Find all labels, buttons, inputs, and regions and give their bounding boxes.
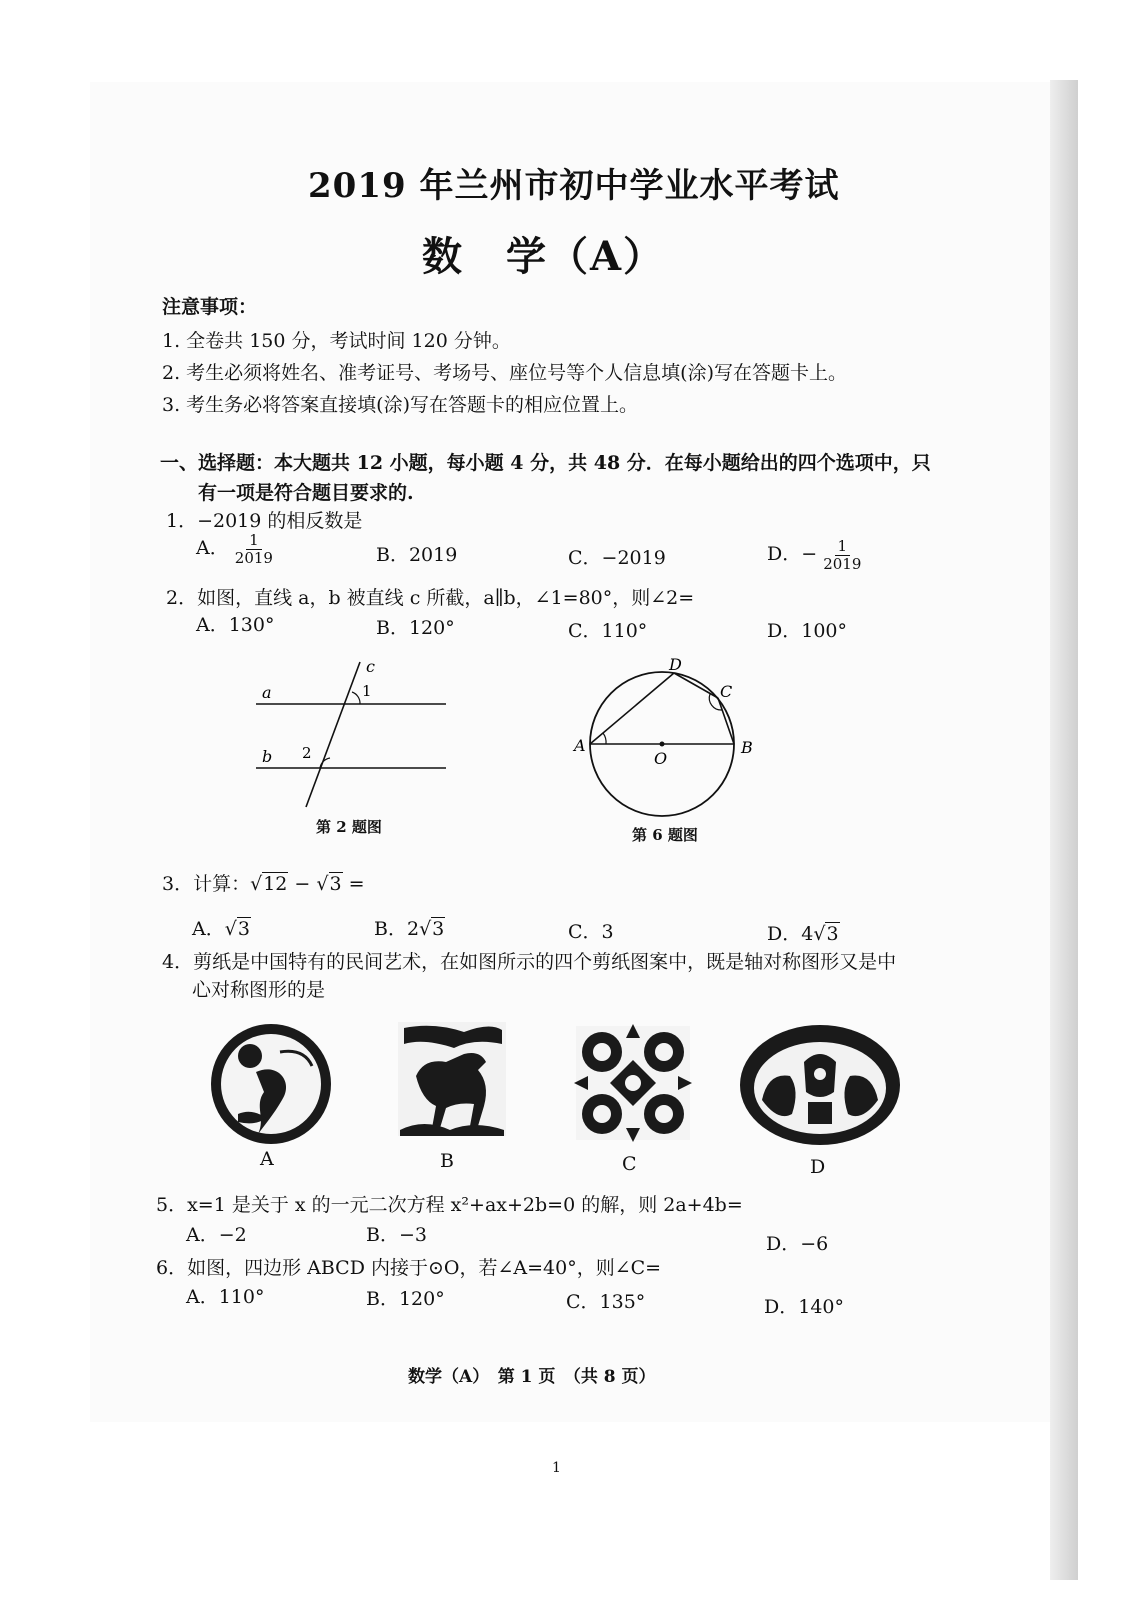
subject-title: 数 学（A） <box>422 233 666 280</box>
papercut-d-flower-center <box>814 1068 826 1080</box>
q6-option-d: D．140° <box>764 1296 844 1318</box>
q2-stem: 2．如图，直线 a，b 被直线 c 所截，a∥b，∠1=80°，则∠2= <box>166 587 695 609</box>
section1-line2: 有一项是符合题目要求的. <box>198 482 414 504</box>
q3-stem: 3．计算：√12 − √3 = <box>162 873 365 895</box>
papercut-d-label: D <box>810 1156 826 1178</box>
q2-option-b: B．120° <box>376 617 455 639</box>
papercut-c-flower-bl-center <box>593 1105 611 1123</box>
page-edge-shadow <box>1050 80 1078 1580</box>
line-c <box>306 662 360 807</box>
papercut-c-label: C <box>622 1153 637 1175</box>
papercut-c-center-dot <box>625 1075 641 1091</box>
q1-stem: 1．−2019 的相反数是 <box>166 510 363 532</box>
papercut-a-label: A <box>260 1148 274 1170</box>
label-C: C <box>720 682 733 701</box>
q1-option-b: B．2019 <box>376 544 458 566</box>
q1-option-d-numerator: 1 <box>835 538 851 556</box>
q1-option-a-numerator: 1 <box>246 532 262 550</box>
q1-option-d-label: D．− <box>767 543 818 565</box>
q5-option-d: D．−6 <box>766 1233 829 1255</box>
papercut-b-image <box>394 1018 510 1140</box>
q1-option-a <box>196 532 273 566</box>
label-O: O <box>654 749 668 768</box>
figure-6-circle <box>570 652 770 822</box>
q3-option-b-radicand: 3 <box>432 918 445 940</box>
q3-option-d-label: D．4 <box>767 923 814 945</box>
segment-cb <box>718 698 734 744</box>
q3-option-b: B．2√3 <box>374 918 445 940</box>
q1-option-a-denominator: 2019 <box>234 548 273 567</box>
q1-option-a-fraction <box>235 532 273 566</box>
label-angle-1: 1 <box>362 682 372 700</box>
q6-stem: 6．如图，四边形 ABCD 内接于⊙O，若∠A=40°，则∠C= <box>156 1257 662 1279</box>
center-point <box>660 742 665 747</box>
angle-1-arc <box>352 692 360 704</box>
q2-option-a: A．130° <box>196 614 275 636</box>
q3-option-a: A．√3 <box>192 918 250 940</box>
q5-option-a: A．−2 <box>186 1224 247 1246</box>
q5-stem: 5．x=1 是关于 x 的一元二次方程 x²+ax+2b=0 的解，则 2a+4b= <box>156 1194 743 1216</box>
label-c: c <box>366 657 375 676</box>
q4-line2: 心对称图形的是 <box>192 979 326 1001</box>
label-D: D <box>669 655 682 674</box>
q2-option-c: C．110° <box>568 620 648 642</box>
q3-option-a-radicand: 3 <box>237 918 250 940</box>
label-A: A <box>574 736 586 755</box>
q2-option-d: D．100° <box>767 620 847 642</box>
figure-2-caption: 第 2 题图 <box>316 818 382 836</box>
label-angle-2: 2 <box>302 744 312 762</box>
papercut-b-label: B <box>440 1150 454 1172</box>
papercut-c-flower-br-center <box>655 1105 673 1123</box>
q3-option-a-label: A． <box>192 918 225 940</box>
q6-option-a: A．110° <box>186 1286 265 1308</box>
q3-radicand-2: 3 <box>329 873 342 895</box>
papercut-c-flower-tr-center <box>655 1043 673 1061</box>
q6-option-b: B．120° <box>366 1288 445 1310</box>
label-b: b <box>262 747 273 766</box>
papercut-a-moon <box>238 1044 262 1068</box>
label-a: a <box>262 683 272 702</box>
q3-stem-label: 3．计算： <box>162 873 251 895</box>
q3-option-d-radicand: 3 <box>826 923 839 945</box>
papercut-d-image <box>738 1022 902 1148</box>
q3-equals: = <box>342 873 365 895</box>
section1-line1: 一、选择题：本大题共 12 小题，每小题 4 分，共 48 分．在每小题给出的四个选项中，只 <box>160 452 931 474</box>
angle-a-arc <box>603 733 606 744</box>
exam-title: 2019 年兰州市初中学业水平考试 <box>308 166 840 206</box>
papercut-d-vase <box>808 1102 832 1124</box>
q3-option-b-label: B．2 <box>374 918 420 940</box>
q3-radicand-1: 12 <box>263 873 288 895</box>
q1-option-c: C．−2019 <box>568 547 666 569</box>
notice-item-1: 1. 全卷共 150 分，考试时间 120 分钟。 <box>162 330 511 352</box>
papercut-c-image <box>570 1020 696 1146</box>
papercut-a-image <box>208 1022 334 1146</box>
q1-option-d-denominator: 2019 <box>823 554 862 573</box>
figure-6-caption: 第 6 题图 <box>632 826 698 844</box>
papercut-c-flower-tl-center <box>593 1043 611 1061</box>
q6-option-c: C．135° <box>566 1291 646 1313</box>
q5-option-b: B．−3 <box>366 1224 427 1246</box>
label-B: B <box>741 738 753 757</box>
page-footer: 数学（A） 第 1 页 （共 8 页） <box>408 1367 656 1387</box>
segment-dc <box>674 673 718 698</box>
q1-option-d <box>767 538 861 572</box>
notice-heading: 注意事项： <box>162 296 258 318</box>
notice-item-2: 2. 考生必须将姓名、准考证号、考场号、座位号等个人信息填(涂)写在答题卡上。 <box>162 362 847 384</box>
q4-line1: 4．剪纸是中国特有的民间艺术，在如图所示的四个剪纸图案中，既是轴对称图形又是中 <box>162 951 897 973</box>
q3-option-c: C．3 <box>568 921 614 943</box>
figure-2-parallel-lines <box>250 652 460 812</box>
q3-option-d: D．4√3 <box>767 923 839 945</box>
q3-minus: − <box>288 873 317 895</box>
page-number: 1 <box>552 1460 561 1476</box>
q1-option-a-label: A． <box>196 537 229 559</box>
notice-item-3: 3. 考生务必将答案直接填(涂)写在答题卡的相应位置上。 <box>162 394 638 416</box>
q1-option-d-fraction <box>823 538 861 572</box>
